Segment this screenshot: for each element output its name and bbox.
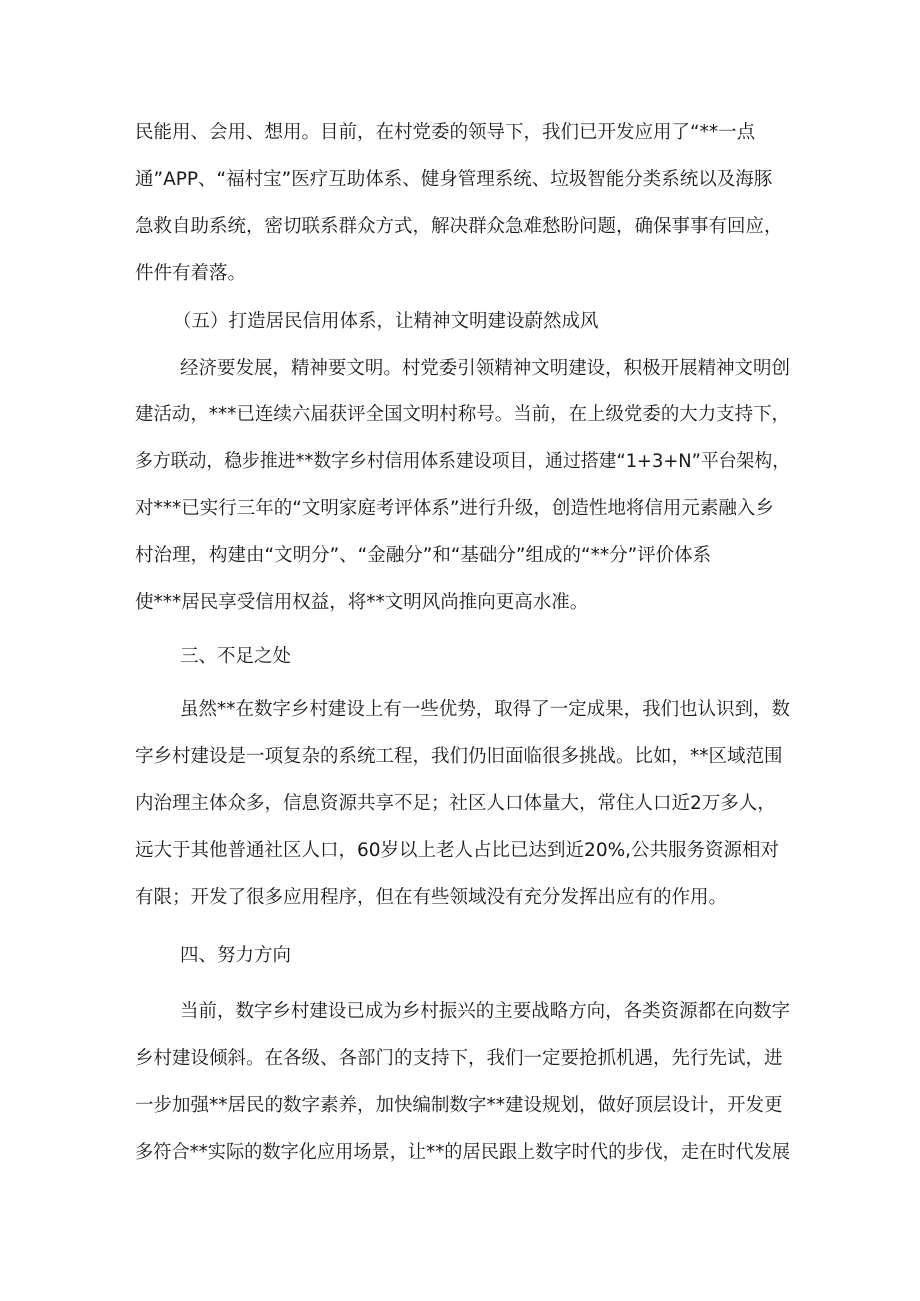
text-line: 远大于其他普通社区人口，60岁以上老人占比已达到近20%,公共服务资源相对	[135, 840, 780, 861]
section-heading: 四、努力方向	[180, 945, 292, 966]
text-line: 乡村建设倾斜。在各级、各部门的支持下，我们一定要抢抓机遇，先行先试，进	[135, 1048, 783, 1069]
text-line: 建活动，***已连续六届获评全国文明村称号。当前，在上级党委的大力支持下，	[135, 404, 790, 425]
text-line: 使***居民享受信用权益，将**文明风尚推向更高水准。	[135, 592, 589, 613]
text-line: 虽然**在数字乡村建设上有一些优势，取得了一定成果，我们也认识到，数	[180, 699, 791, 720]
text-line: 内治理主体众多，信息资源共享不足；社区人口体量大，常住人口近2万多人，	[135, 793, 776, 814]
text-line: 通”APP、“福村宝”医疗互助体系、健身管理系统、垃圾智能分类系统以及海豚	[135, 169, 773, 190]
text-line: 对***已实行三年的“文明家庭考评体系”进行升级，创造性地将信用元素融入乡	[135, 498, 774, 519]
text-line: 当前，数字乡村建设已成为乡村振兴的主要战略方向，各类资源都在向数字	[180, 1001, 791, 1022]
text-line: 有限；开发了很多应用程序，但在有些领域没有充分发挥出应有的作用。	[135, 887, 728, 908]
text-line: 件件有着落。	[135, 263, 247, 284]
text-line: 民能用、会用、想用。目前，在村党委的领导下，我们已开发应用了“**一点	[135, 122, 756, 143]
text-line: 急救自助系统，密切联系群众方式，解决群众急难愁盼问题，确保事事有回应，	[135, 216, 783, 237]
text-line: 字乡村建设是一项复杂的系统工程，我们仍旧面临很多挑战。比如，**区域范围	[135, 746, 783, 767]
text-line: 经济要发展，精神要文明。村党委引领精神文明建设，积极开展精神文明创	[180, 358, 791, 379]
text-line: 多方联动，稳步推进**数字乡村信用体系建设项目，通过搭建“1+3+N”平台架构，	[135, 451, 791, 472]
text-line: 多符合**实际的数字化应用场景，让**的居民跟上数字时代的步伐，走在时代发展	[135, 1142, 791, 1163]
section-heading: 三、不足之处	[180, 646, 292, 667]
text-line: 一步加强**居民的数字素养，加快编制数字**建设规划，做好顶层设计，开发更	[135, 1095, 783, 1116]
section-heading: （五）打造居民信用体系，让精神文明建设蔚然成风	[173, 311, 599, 332]
text-line: 村治理，构建由“文明分”、“金融分”和“基础分”组成的“**分”评价体系	[135, 545, 712, 566]
